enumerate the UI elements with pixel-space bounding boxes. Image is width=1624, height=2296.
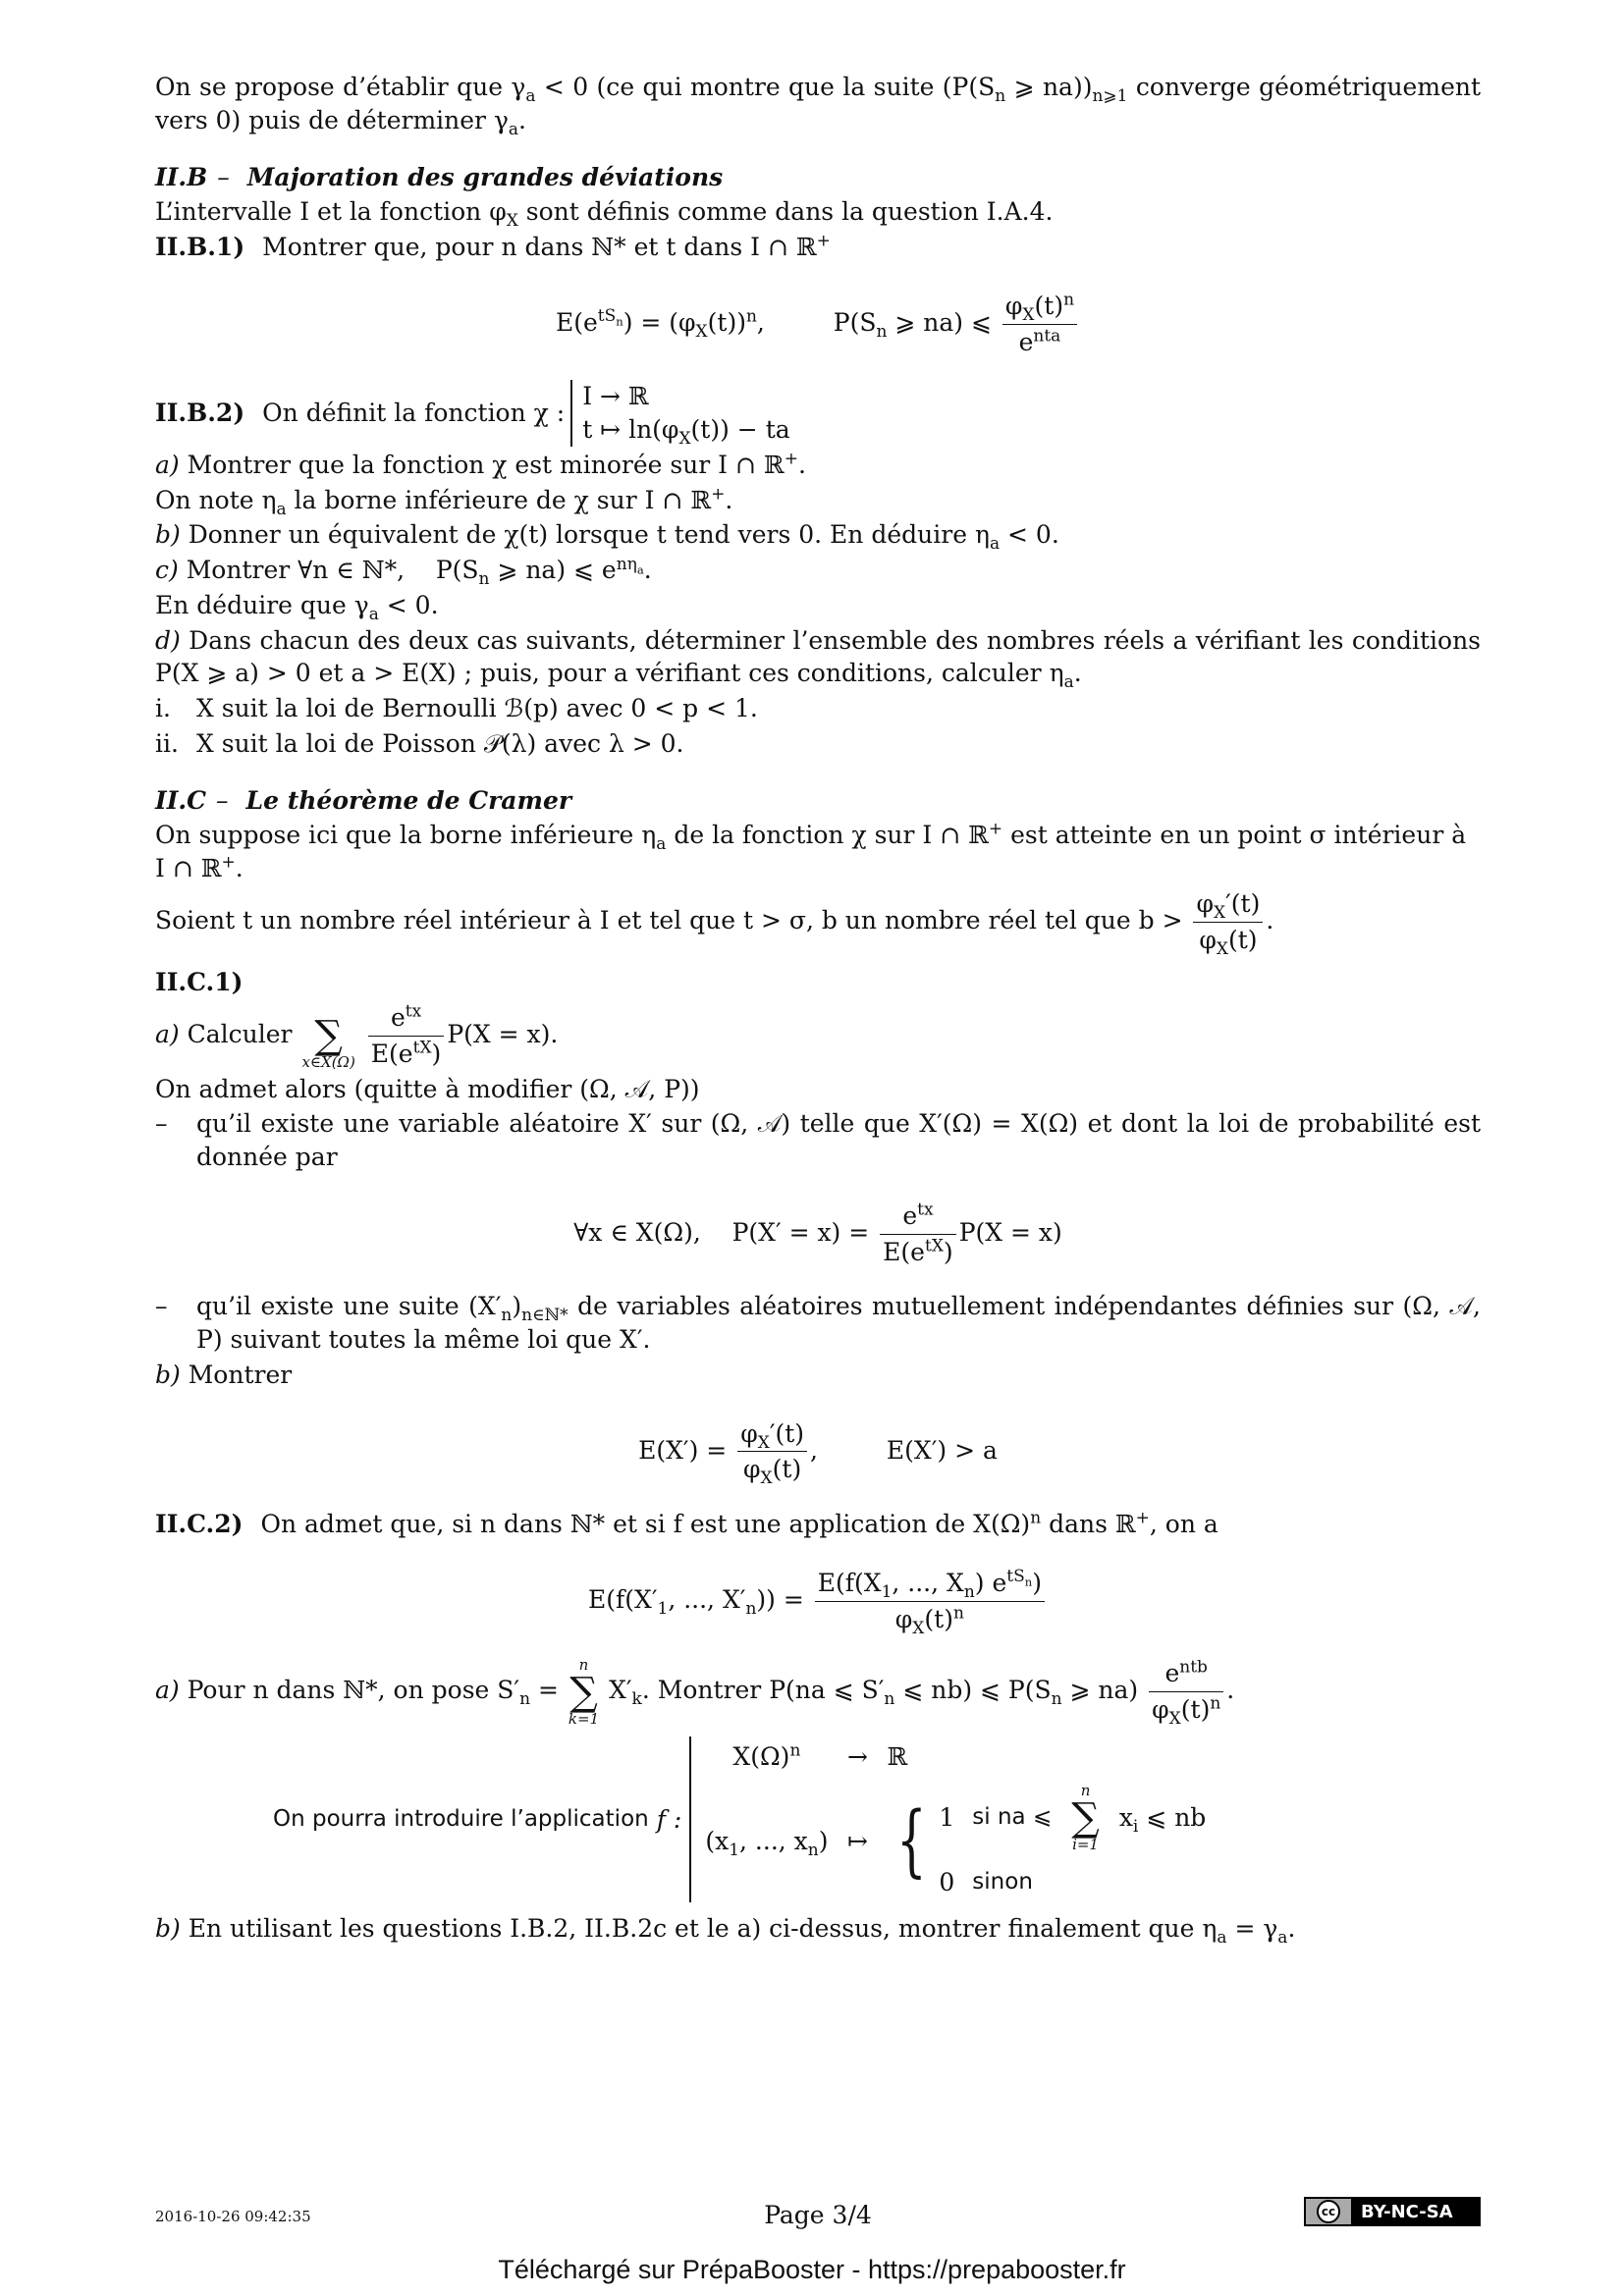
function-signature: I → ℝ xyxy=(582,382,649,411)
subquestion-b: b) Montrer xyxy=(155,1360,293,1389)
question-II-B-1 xyxy=(155,231,1481,264)
function-rule: t ↦ $\ln(\varphi_X(t))$ − ta xyxy=(582,415,790,449)
subquestion-prefix: a) Pour n dans ℕ*, on pose $S'_n$ = xyxy=(155,1676,559,1709)
case-condition: sinon xyxy=(972,1868,1033,1895)
question-text: On définit la fonction χ : xyxy=(262,399,566,428)
arrow-icon: → xyxy=(847,1741,868,1771)
case-text: X suit la loi de Poisson 𝒫(λ) avec λ > 0. xyxy=(196,728,684,758)
question-label: II.B.2) xyxy=(155,399,245,428)
denominator: $E(e^{tX})$ xyxy=(883,1236,953,1266)
page-footer xyxy=(155,2197,1481,2232)
subquestion-a: a) Pour n dans ℕ*, on pose $S'_n$ = n ∑ k=1 $X'_k$. Montrer P(na ⩽ $S'_n$ ⩽ nb) ⩽ $P(S_n$ ⩾ na) $\frac{e^{ntb}}{\varphi_X(t)^n}$ . xyxy=(155,1655,1235,1729)
section-intro-2: Soient t un nombre réel intérieur à I et tel que t > σ, b un nombre réel tel que b > $\frac{\varphi_X'(t)}{\varphi_X(t)}$ . xyxy=(155,888,1274,959)
section-heading-II-C xyxy=(155,784,1481,818)
sum-operator: n ∑ i=1 xyxy=(1071,1781,1100,1853)
fraction xyxy=(368,1001,445,1071)
question-II-C-2 xyxy=(155,1508,1481,1541)
subquestion-middle: $X'_k$. Montrer P(na ⩽ $S'_n$ ⩽ nb) ⩽ $P(S_n$ ⩾ na) xyxy=(609,1676,1139,1709)
intro-paragraph: On se propose d’établir que $\gamma_a < 0$ (ce qui montre que la suite ($P(S_n$ ⩾ $na))_{n⩾1}$ converge géométriquement vers 0) puis de déterminer $\gamma_a$. xyxy=(155,73,1482,139)
bullet-item xyxy=(155,1290,1481,1357)
brace-icon: { xyxy=(896,1794,928,1887)
subquestion-b: b) Donner un équivalent de χ(t) lorsque t tend vers 0. En déduire $\eta_a < 0$. xyxy=(155,520,1059,555)
admit-line: On admet alors (quitte à modifier (Ω, 𝒜, P)) xyxy=(155,1074,700,1103)
fraction xyxy=(815,1567,1045,1636)
case-item xyxy=(155,692,1481,725)
subquestion-a xyxy=(155,1001,1481,1071)
case-value: 0 xyxy=(939,1867,955,1896)
subquestion-prefix: a) Calculer xyxy=(155,1019,293,1048)
formula-expectation-X-prime: E(X′) = $\frac{\varphi_X'(t)}{\varphi_X(t)}$ , E(X′) > a xyxy=(638,1418,998,1489)
numerator: $e^{tx}$ xyxy=(368,1001,445,1037)
denominator: $\varphi_X(t)$ xyxy=(743,1455,802,1489)
formula-lhs: E(X′) = xyxy=(638,1435,728,1465)
section-dash: – xyxy=(217,162,230,191)
question-text: On admet que, si n dans ℕ* et si f est une application de $X(\Omega)^n$ dans ℝ+, on a xyxy=(260,1508,1218,1538)
bullet-marker: – xyxy=(155,1292,168,1321)
formula-lhs: $E(f(X'_1$, ..., $X'_n$)) = xyxy=(588,1584,804,1619)
hint-function-name: f : xyxy=(656,1804,682,1834)
question-text: Montrer que, pour n dans ℕ* et t dans I ∩ ℝ+ xyxy=(262,231,831,261)
fraction xyxy=(737,1417,807,1487)
formula-rhs: E(X′) > a xyxy=(886,1435,998,1465)
bullet-item xyxy=(155,1107,1481,1174)
case-text: X suit la loi de Bernoulli ℬ(p) avec 0 < p < 1. xyxy=(196,694,758,722)
bullet-text: qu’il existe une suite $(X'_n)_{n\in ℕ*}$ de variables aléatoires mutuellement indépendantes définies sur (Ω, 𝒜, P) suivant toutes la même loi que X′. xyxy=(196,1292,1481,1354)
numerator: $\varphi_X'(t)$ xyxy=(737,1417,807,1453)
section-title: Le théorème de Cramer xyxy=(245,785,572,815)
bullet-marker: – xyxy=(155,1109,168,1139)
hint-text: On pourra introduire l’application xyxy=(273,1805,649,1832)
cc-icon: cc xyxy=(1317,2200,1340,2223)
formula-chernoff-lhs: $P(S_n$ ⩾ na) ⩽ xyxy=(833,307,992,342)
subquestion-d: d) Dans chacun des deux cas suivants, déterminer l’ensemble des nombres réels a vérifiant les conditions P(X ⩾ a) > 0 et a > E(X) ; puis, pour a vérifiant ces conditions, calculer $\eta_a$. xyxy=(155,625,1481,693)
case-item xyxy=(155,727,1481,761)
denominator: $\varphi_X(t)^n$ xyxy=(894,1603,964,1638)
function-codomain: ℝ xyxy=(887,1741,908,1771)
denominator: $\varphi_X(t)$ xyxy=(1199,925,1258,959)
section-intro-1: On suppose ici que la borne inférieure $\eta_a$ de la fonction χ sur I ∩ ℝ+ est atteinte en un point σ intérieur à I ∩ ℝ+. xyxy=(155,819,1467,882)
timestamp: 2016-10-26 09:42:35 xyxy=(155,2208,311,2225)
hint-function-definition xyxy=(689,1736,1206,1903)
subquestion-a: a) Montrer que la fonction χ est minorée sur I ∩ ℝ+. xyxy=(155,449,806,479)
question-label: II.B.1) xyxy=(155,233,245,261)
section-label: II.B xyxy=(155,162,208,191)
bullet-text: qu’il existe une variable aléatoire X′ sur (Ω, 𝒜) telle que X′(Ω) = X(Ω) et dont la loi de probabilité est donnée par xyxy=(196,1109,1481,1171)
sum-upper-bound: n xyxy=(578,1655,589,1674)
document-page xyxy=(155,71,1481,1948)
question-label: II.C.2) xyxy=(155,1510,244,1538)
case-zero xyxy=(939,1866,1206,1899)
fraction xyxy=(1149,1657,1223,1727)
note-eta: On note $\eta_a$ la borne inférieure de χ sur I ∩ ℝ+. xyxy=(155,484,733,519)
section-dash: – xyxy=(216,785,229,815)
section-heading-II-B xyxy=(155,161,1481,194)
deduce-gamma: En déduire que $\gamma_a < 0$. xyxy=(155,590,439,624)
fraction xyxy=(1193,887,1263,957)
section-label: II.C xyxy=(155,785,206,815)
numerator: $\varphi_X'(t)$ xyxy=(1193,887,1263,923)
sum-lower-bound: i=1 xyxy=(1072,1835,1099,1853)
formula-law-X-prime xyxy=(155,1200,1481,1269)
download-source-link[interactable]: Téléchargé sur PrépaBooster - https://prepabooster.fr xyxy=(498,2255,1126,2284)
section-title: Majoration des grandes déviations xyxy=(246,162,724,191)
subquestion-b: b) En utilisant les questions I.B.2, II.B.2c et le a) ci-dessus, montrer finalement que $\eta_a = \gamma_a$. xyxy=(155,1914,1296,1949)
intro-text: Soient t un nombre réel intérieur à I et tel que t > σ, b un nombre réel tel que b > xyxy=(155,905,1183,934)
denominator: $e^{nta}$ xyxy=(1018,326,1061,356)
case-marker: ii. xyxy=(155,728,179,758)
question-label-II-C-1: II.C.1) xyxy=(155,968,244,997)
numerator: $e^{ntb}$ xyxy=(1149,1657,1223,1692)
case-condition-end: $x_i$ ⩽ nb xyxy=(1118,1802,1207,1837)
mapsto-icon: ↦ xyxy=(847,1826,868,1855)
piecewise-cases xyxy=(887,1781,1207,1899)
formula-lhs: ∀x ∈ X(Ω), P(X′ = x) = xyxy=(573,1217,870,1247)
sum-upper-bound: n xyxy=(1080,1781,1091,1799)
numerator: $E(f(X_1$, ..., $X_n$) $e^{tS_n}$) xyxy=(815,1567,1045,1602)
sum-operator: n ∑ k=1 xyxy=(568,1655,600,1728)
case-one xyxy=(939,1781,1207,1853)
case-condition: si na ⩽ xyxy=(972,1803,1053,1830)
hint-block xyxy=(273,1736,1481,1903)
subquestion-suffix: P(X = x). xyxy=(447,1019,559,1048)
function-argument: ($x_1$, ..., $x_n$) xyxy=(705,1826,829,1860)
page-number: Page 3/4 xyxy=(764,2201,872,2229)
case-value: 1 xyxy=(939,1802,955,1832)
function-definition xyxy=(570,380,789,447)
formula-rhs: P(X = x) xyxy=(958,1217,1062,1247)
numerator: $\varphi_X(t)^n$ xyxy=(1002,290,1077,325)
fraction xyxy=(880,1200,956,1269)
function-domain: $X(\Omega)^n$ xyxy=(732,1740,801,1771)
question-II-B-2 xyxy=(155,380,1481,447)
license-label: BY-NC-SA xyxy=(1361,2201,1453,2222)
sum-operator: ∑ x∈X(Ω) xyxy=(301,1013,355,1072)
fraction xyxy=(1002,290,1077,359)
denominator: $\varphi_X(t)^n$ xyxy=(1152,1693,1221,1729)
license-badge xyxy=(1304,2197,1481,2226)
sum-lower-bound: k=1 xyxy=(568,1709,600,1728)
section-intro: L’intervalle I et la fonction $\varphi_X$ sont définis comme dans la question I.A.4. xyxy=(155,197,1054,232)
sum-lower-bound: x∈X(Ω) xyxy=(301,1053,355,1072)
formula-II-B-1 xyxy=(155,290,1481,359)
numerator: $e^{tx}$ xyxy=(880,1200,956,1235)
formula-change-of-measure xyxy=(155,1567,1481,1636)
case-marker: i. xyxy=(155,694,171,722)
subquestion-c: c) Montrer ∀n ∈ ℕ*, $P(S_n$ ⩾ na) ⩽ $e^{n\eta_a}$. xyxy=(155,554,652,589)
formula-mgf: $E(e^{tS_n}) = (\varphi_X(t))^n$, xyxy=(555,306,765,342)
denominator: $E(e^{tX})$ xyxy=(370,1038,442,1068)
